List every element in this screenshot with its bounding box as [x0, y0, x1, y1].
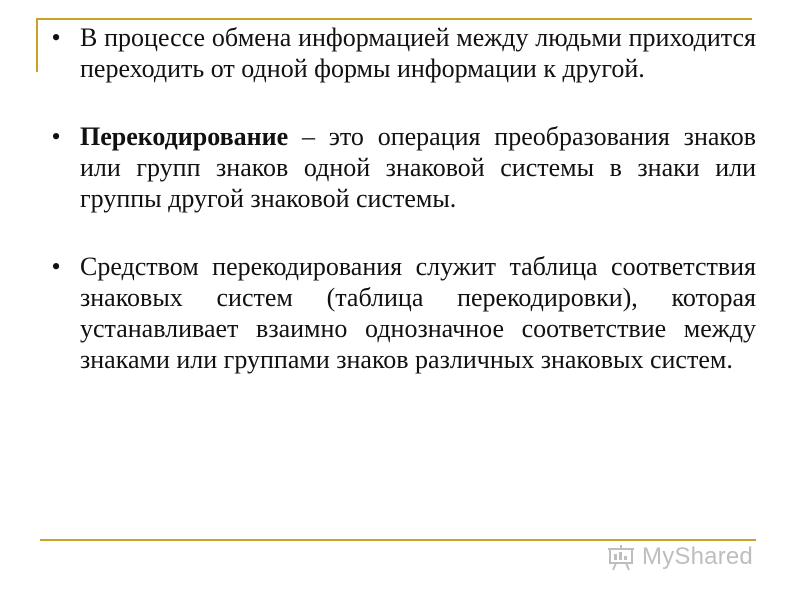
presentation-board-icon [606, 542, 636, 572]
bullet-dot: • [51, 252, 61, 281]
bullet-item-1 [46, 22, 756, 84]
bullet-term: Перекодирование [80, 122, 289, 151]
bullet-item-2 [46, 121, 756, 214]
bullet-dot: • [51, 23, 61, 52]
watermark-text: MyShared [642, 543, 753, 570]
bullet-text: – это операция преобразования знаков или групп знаков одной знаковой системы в знаки или группы другой знаковой системы. [80, 122, 756, 213]
bullet-item-3 [46, 251, 756, 375]
bullet-text: Средством перекодирования служит таблица соответствия знаковых систем (таблица перекодировки), которая устанавливает взаимно однозначное соответствие между знаками или группами знаков различных знаковых систем. [80, 252, 756, 374]
watermark-logo [606, 539, 766, 575]
bullet-dot: • [51, 122, 61, 151]
slide-content [46, 22, 756, 375]
left-divider [36, 18, 38, 72]
top-divider [36, 18, 752, 20]
bullet-text: В процессе обмена информацией между людьми приходится переходить от одной формы информации к другой. [80, 23, 756, 83]
